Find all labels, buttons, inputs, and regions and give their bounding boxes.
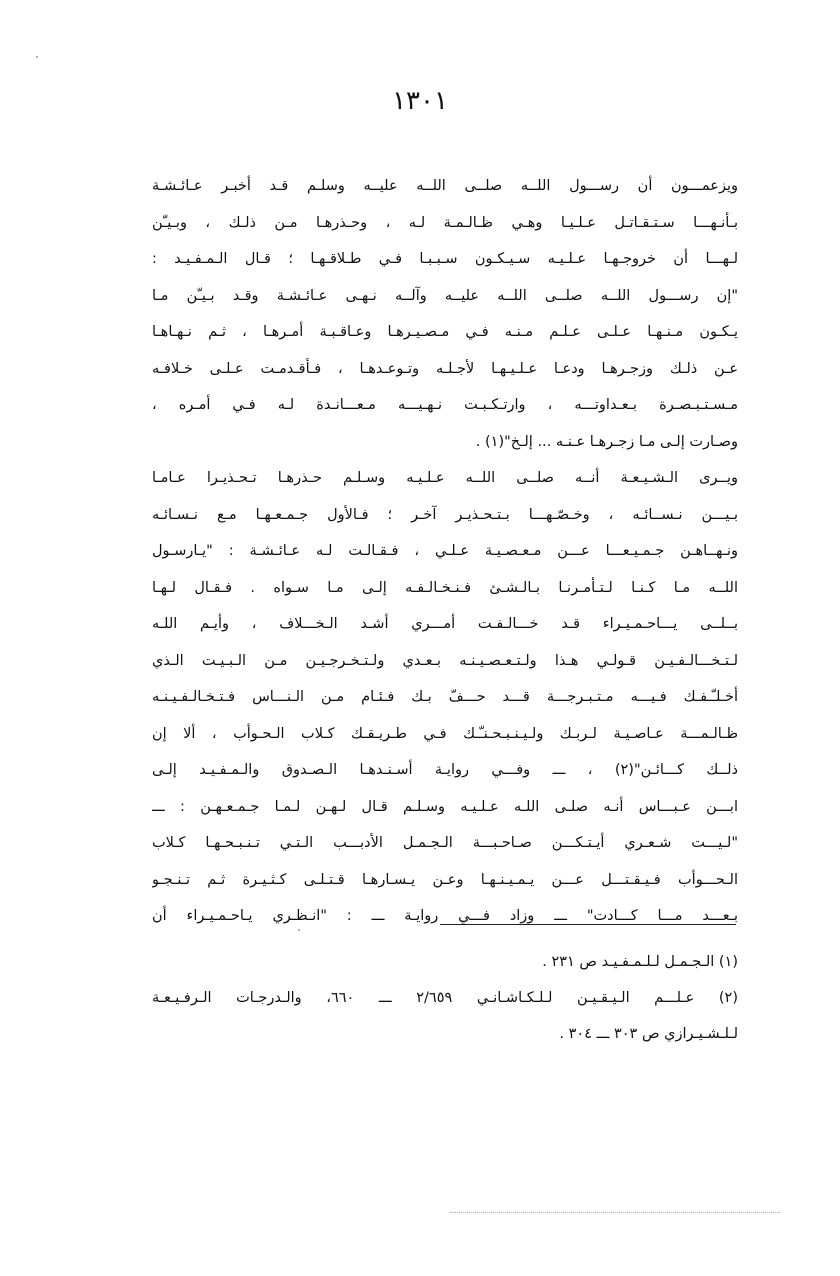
main-text [152,168,738,935]
text-line: اللــه مـا كـنـا لـتـأمـرنـا بـالـشـئ فـنـخـالـفـه إلـى مـا سـواه . فـقـال لـهـا [152,579,738,596]
text-line: عـن ذلـك وزجـرهـا ودعـا عـلـيـهـا لأجـلـه وتـوعـدهـا ، فـأقـدمـت عـلـى خـلافـه [152,360,738,377]
footnote-2-continued: لـلـشـيـرازي ص ٣٠٣ ـــ ٣٠٤ . [559,1026,738,1042]
text-line: مـسـتـبـصـرة بـعـداوتـــه ، وارتـكـبـت نـهـيـــه مـعـــانـدة لـه فـي أمـره ، [152,397,738,413]
scan-speck [298,929,300,931]
text-line: بـعـــد مـــا كـــادت" ـــ وزاد فـــي روايـة ـــ : "انـظـري يـاحـمـيـراء أن [152,908,738,924]
text-line: ظـالـمـــة عـاصـيـة لـربـك ولـيـنـبـحـنـّـك فـي طـريـقـك كـلاب الـحـوأب ، ألا إن [152,725,738,742]
footnotes [152,944,738,1052]
text-line: أخـلـّـفـك فـيـــه مـتـبـرجـــة قـــد حـــفّ بـك فـئـام مـن الـنـــاس فـتـخـالـفـيـنـه [152,689,738,705]
footnote-2: (٢) عـلـــم الـيـقـيـن لـلـكـاشـانـي ٢/٦٥٩ ـــ ٦٦٠، والـدرجـات الـرفـيـعـة [152,990,738,1006]
text-line: لـتـخـــالـفـيـن قـولـي هـذا ولـتـعـصـيـنـه بـعـدي ولـتـخـرجـيـن مـن الـبـيـت الـذي [152,652,738,669]
scan-speck [36,56,38,58]
text-line: بـأنـهـــا سـتـقـاتـل عـلـيـا وهـي ظـالـمـة لـه ، وحـذرهـا مـن ذلـك ، وبـيـّن [152,214,738,231]
scan-edge-marks [450,1212,780,1213]
text-line: بــلــى يـــاحـمـيـراء قـد خـــالـفـت أمـــري أشـد الـخـــلاف ، وأيـم اللـه [152,616,738,632]
text-line: الـحـــوأب فـيـقـتـــل عـــن يـمـيـنـهـا وعـن يـسـارهـا قـتـلـى كـثـيـرة ثـم تـنـجـو [152,871,738,888]
text-line: ذلــك كـــائـن"(٢) ، ـــ وفـــي روايـة أسـنـدهـا الـصـدوق والـمـفـيـد إلـى [152,762,738,778]
page-number: ١٣٠١ [392,86,448,116]
text-line: "إن رســـول اللــه صلــى اللــه عليــه وآلــه نـهـى عـائـشـة وقـد بـيـّن مـا [152,287,738,304]
text-line: ويزعمـــون أن رســـول اللــه صلــى اللــه عليــه وسلـم قـد أخبـر عـائـشـة [152,178,738,194]
footnote-separator [440,924,736,925]
text-line: ونـهــاهـن جـمـيـعـــا عـــن مـعـصـيـة عـلـي ، فـقـالـت لـه عـائـشـة : "يـارسـول [152,543,738,559]
text-line: "لـيـــت شـعـري أيـتـكـــن صـاحـبـــة الـجـمـل الأدبـــب الـتـي تـنـبـحـهـا كـلاب [152,835,738,851]
text-line: بـيـــن نـســائـه ، وخـصّـهـــا بـتـحـذيـر آخـر ؛ فـالأول جـمـعـهـا مـع نـسـائـه [152,506,738,523]
text-line: ويــرى الـشـيـعـة أنــه صلــى اللــه عـلـيـه وسـلـم حـذرهـا تـحـذيـرا عـامـا [152,470,738,486]
text-line: ابـــن عـبـــاس أنـه صلـى اللـه عـلـيـه وسـلـم قـال لـهـن لـمـا جـمـعـهـن : ـــ [152,798,738,815]
footnote-1: (١) الـجـمـل لـلـمـفـيـد ص ٢٣١ . [542,954,738,970]
text-line: يـكـون مـنـهـا عـلـى عـلـم مـنـه فـي مـصـيـرهـا وعـاقـبـة أمـرهـا ، ثـم نـهـاهـا [152,324,738,340]
text-line: لـهـــا أن خروجـهـا عـلـيـه سـيـكـون سـبـبـا فـي طـلاقـهـا ؛ قـال الـمـفـيـد : [152,251,738,267]
text-line: وصـارت إلـى مـا زجـرهـا عـنـه ... إلـخ"(١) . [475,433,738,450]
